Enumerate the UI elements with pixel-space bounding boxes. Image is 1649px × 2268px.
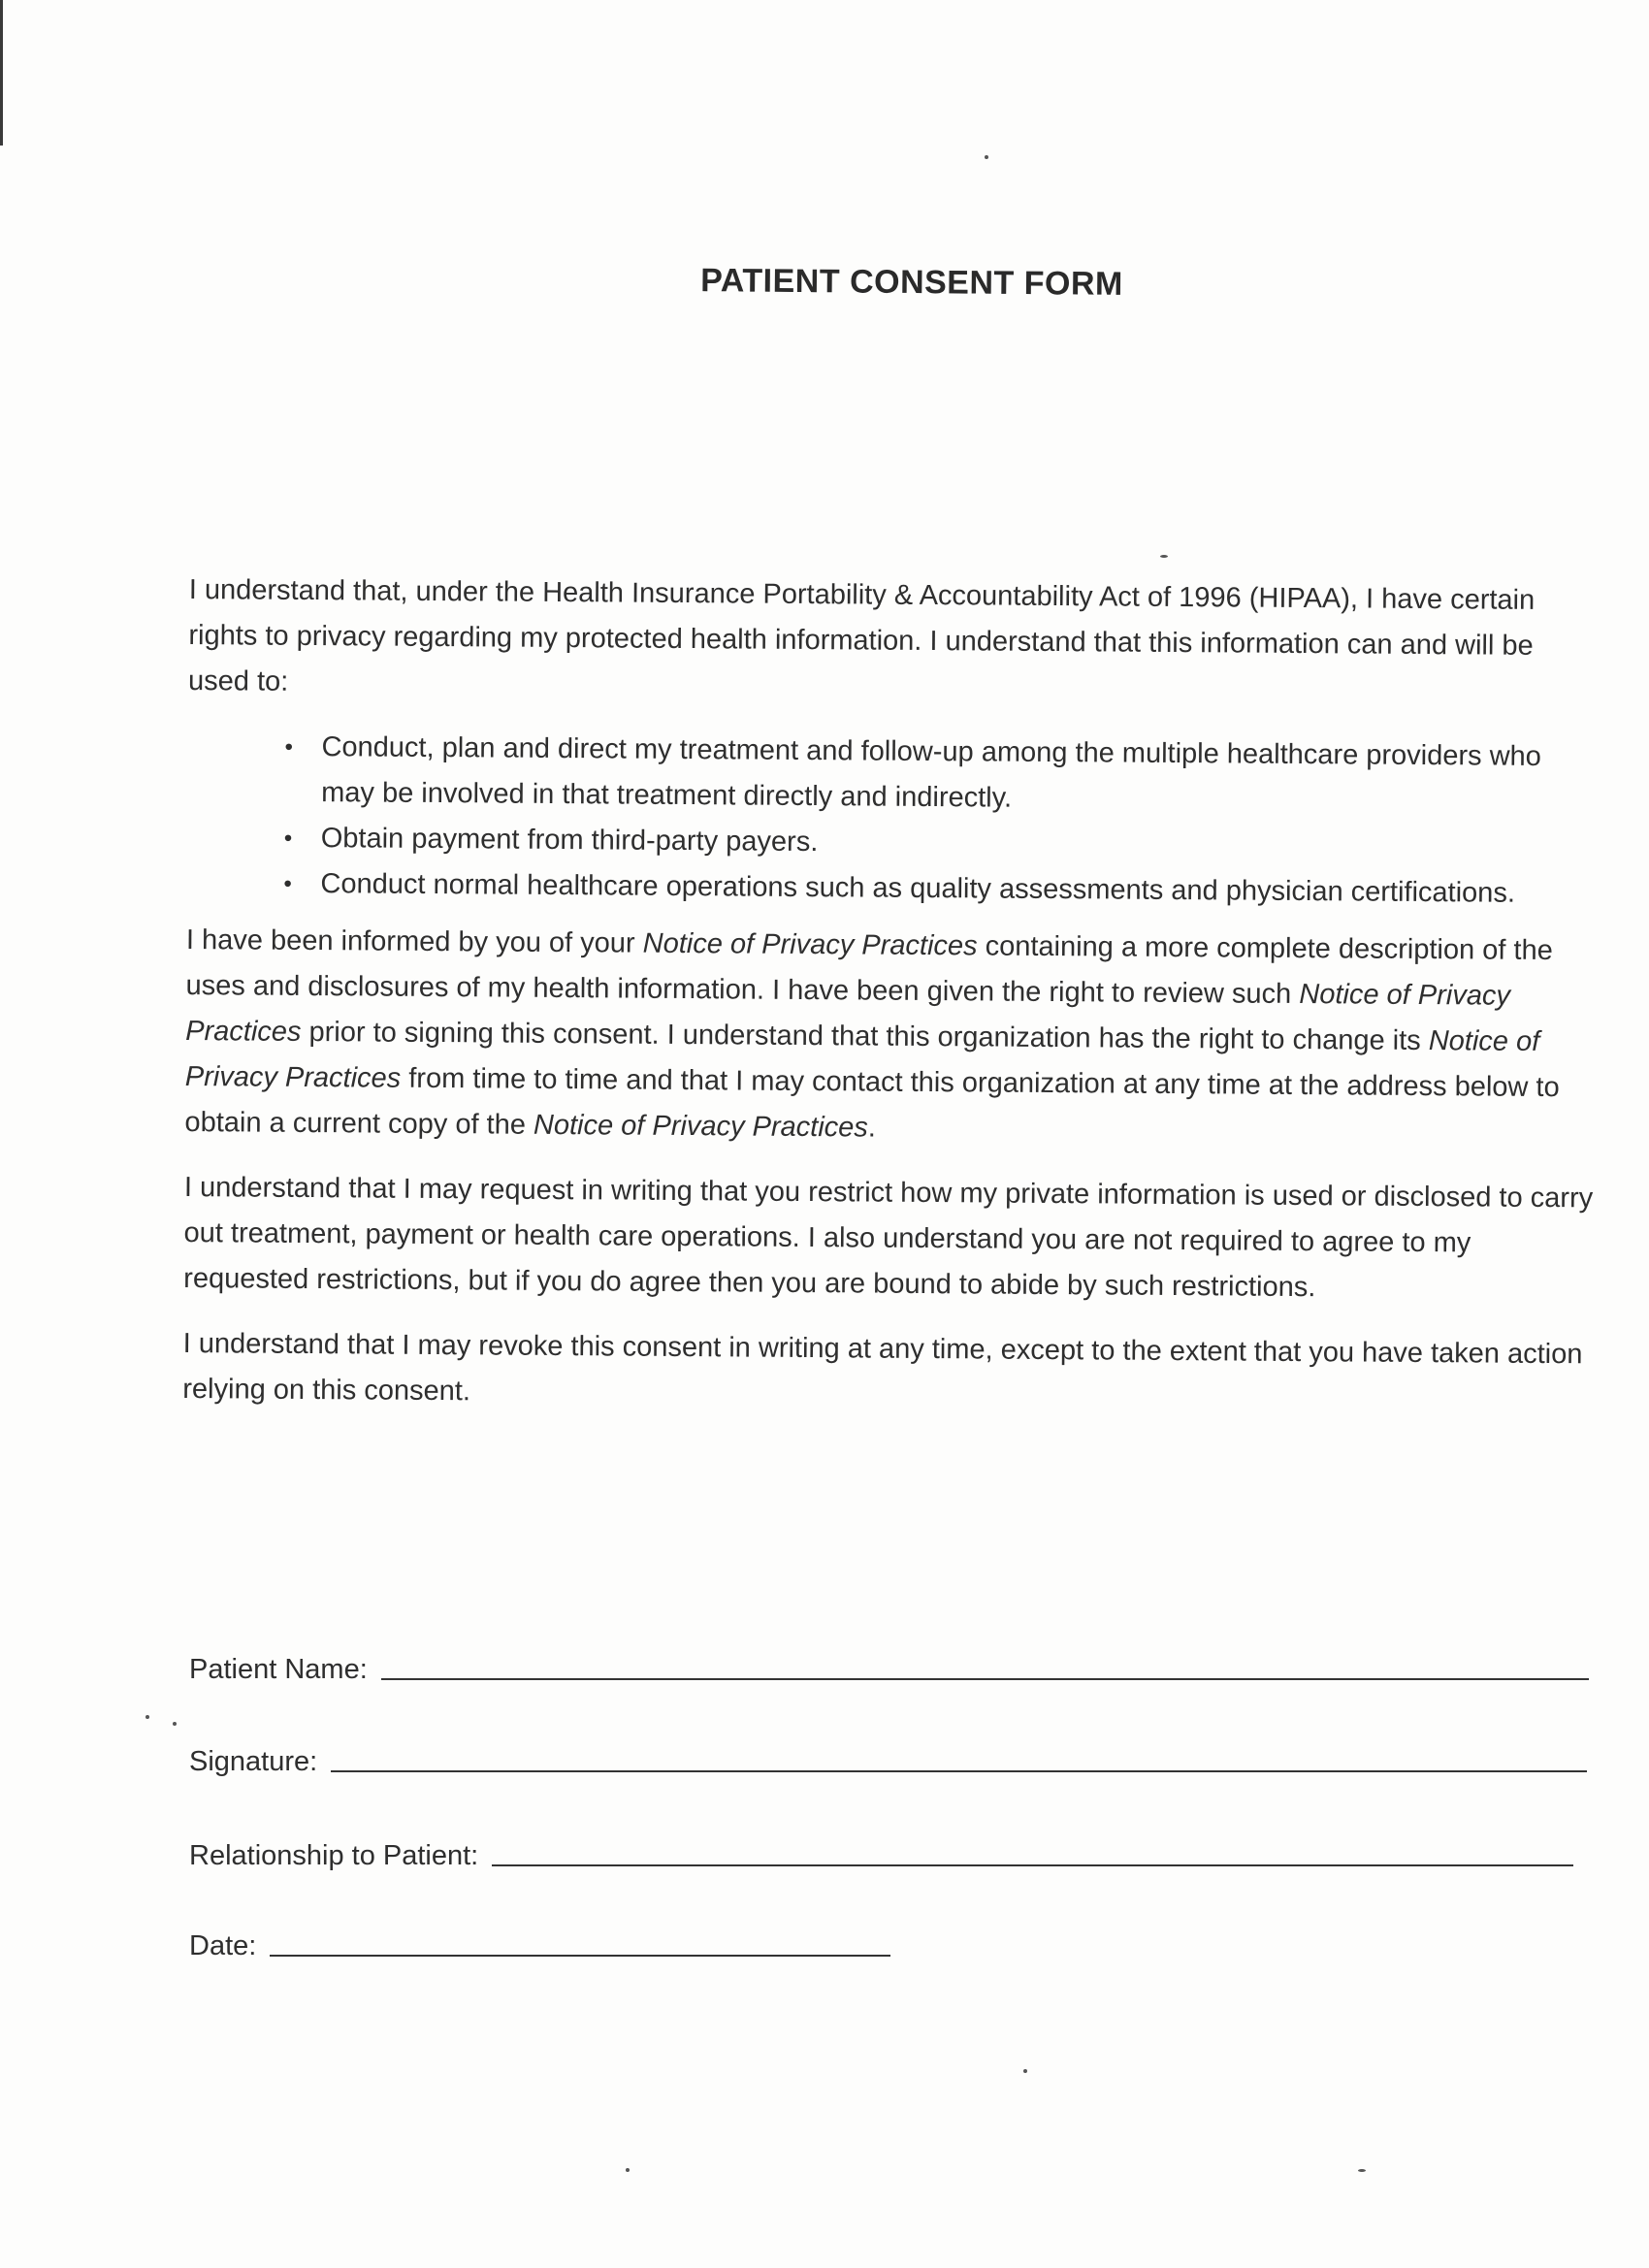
restriction-request-paragraph: I understand that I may request in writing that you restrict how my private information is used or disclosed to carry out treatment, payment or health care operations. I also understand you are not required to agree to my requested restrictions, but if you do agree then you are bound to abide by such restrictions. bbox=[183, 1171, 1594, 1304]
relationship-field bbox=[189, 1840, 1573, 1872]
notice-title-ref: Notice of Privacy Practices bbox=[185, 979, 1511, 1048]
privacy-notice-text: from time to time and that I may contact this organization at any time at the address below to obtain a current copy of the bbox=[184, 1062, 1560, 1141]
form-body bbox=[182, 567, 1600, 1442]
list-item-operations: • Conduct normal healthcare operations such as quality assessments and physician certifications. bbox=[320, 861, 1598, 917]
information-uses-list bbox=[186, 724, 1599, 917]
patient-name-label: Patient Name: bbox=[189, 1654, 368, 1685]
date-label: Date: bbox=[189, 1930, 257, 1961]
scan-speck bbox=[1160, 555, 1168, 558]
privacy-notice-text: containing a more complete description of the uses and disclosures of my health information. I have been given the right to review such bbox=[185, 930, 1553, 1011]
scan-speck bbox=[1023, 2069, 1027, 2073]
privacy-notice-paragraph bbox=[184, 918, 1598, 1156]
scan-speck bbox=[146, 1715, 149, 1719]
hipaa-rights-paragraph: I understand that, under the Health Insurance Portability & Accountability Act of 1996 (HIPAA), I have certain rights to privacy regarding my protected health information. I understand that this information can and will be used to: bbox=[187, 573, 1536, 697]
list-item-treatment: • Conduct, plan and direct my treatment and follow-up among the multiple healthcare providers who may be involved in that treatment directly and indirectly. bbox=[321, 725, 1600, 826]
privacy-notice-text: prior to signing this consent. I understand that this organization has the right to change its bbox=[301, 1016, 1429, 1057]
date-line[interactable] bbox=[270, 1953, 890, 1957]
scan-speck bbox=[626, 2168, 630, 2172]
privacy-notice-text: . bbox=[867, 1112, 877, 1144]
notice-title-ref: Notice of Privacy Practices bbox=[533, 1109, 869, 1144]
relationship-label: Relationship to Patient: bbox=[189, 1840, 479, 1871]
revocation-paragraph: I understand that I may revoke this consent in writing at any time, except to the extent that you have taken action relying on this consent. bbox=[182, 1327, 1583, 1408]
scan-speck bbox=[173, 1722, 177, 1726]
signature-field bbox=[189, 1746, 1587, 1778]
signature-label: Signature: bbox=[189, 1746, 318, 1777]
date-field bbox=[189, 1930, 890, 1962]
privacy-notice-text: I have been informed by you of your bbox=[185, 923, 643, 959]
scan-speck bbox=[985, 155, 988, 159]
scan-edge-mark bbox=[0, 0, 3, 146]
patient-name-line[interactable] bbox=[381, 1676, 1589, 1680]
list-item-payment: • Obtain payment from third-party payers. bbox=[321, 816, 1599, 871]
form-title: PATIENT CONSENT FORM bbox=[700, 262, 1123, 303]
notice-title-ref: Notice of Privacy Practices bbox=[642, 927, 978, 962]
signature-line[interactable] bbox=[331, 1768, 1587, 1772]
relationship-line[interactable] bbox=[492, 1863, 1573, 1866]
patient-name-field bbox=[189, 1654, 1589, 1686]
notice-title-ref: Notice of Privacy Practices bbox=[184, 1025, 1540, 1094]
scan-speck bbox=[1358, 2169, 1366, 2172]
